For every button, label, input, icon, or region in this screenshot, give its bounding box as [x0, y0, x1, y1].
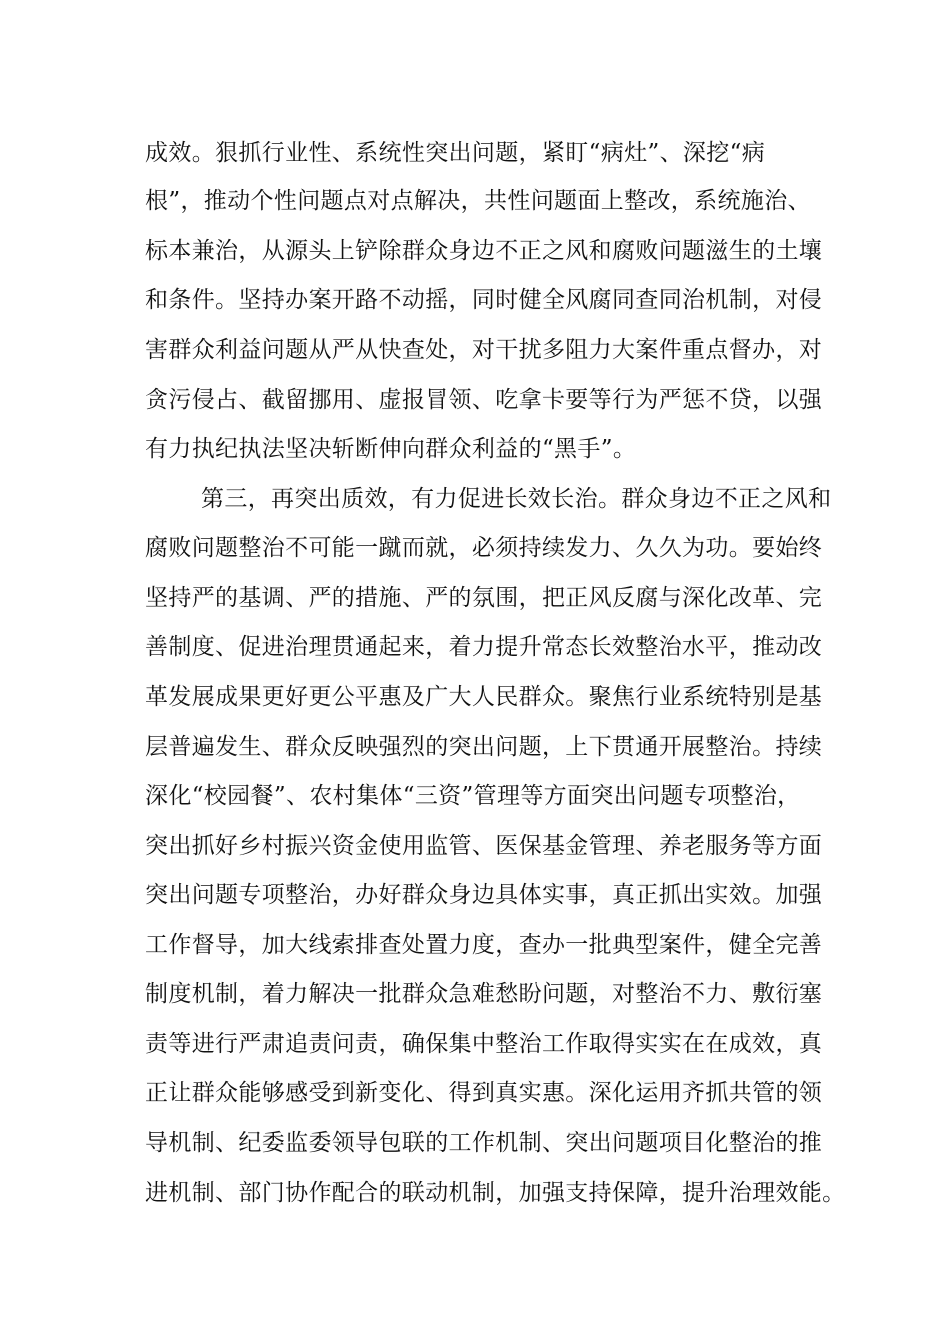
text-line: 根”，推动个性问题点对点解决，共性问题面上整改，系统施治、	[145, 188, 811, 214]
text-line: 工作督导，加大线索排查处置力度，查办一批典型案件，健全完善	[145, 932, 823, 958]
text-line: 坚持严的基调、严的措施、严的氛围，把正风反腐与深化改革、完	[145, 585, 823, 611]
text-line: 害群众利益问题从严从快查处，对干扰多阻力大案件重点督办，对	[145, 337, 823, 363]
text-line: 善制度、促进治理贯通起来，着力提升常态长效整治水平，推动改	[145, 634, 823, 660]
text-line: 制度机制，着力解决一批群众急难愁盼问题，对整治不力、敷衍塞	[145, 981, 823, 1007]
text-line: 腐败问题整治不可能一蹴而就，必须持续发力、久久为功。要始终	[145, 535, 823, 561]
text-line: 层普遍发生、群众反映强烈的突出问题，上下贯通开展整治。持续	[145, 734, 823, 760]
text-line: 标本兼治，从源头上铲除群众身边不正之风和腐败问题滋生的土壤	[145, 238, 823, 264]
text-line: 导机制、纪委监委领导包联的工作机制、突出问题项目化整治的推	[145, 1130, 823, 1156]
text-line: 有力执纪执法坚决斩断伸向群众利益的“黑手”。	[145, 436, 637, 462]
text-line: 突出抓好乡村振兴资金使用监管、医保基金管理、养老服务等方面	[145, 833, 823, 859]
text-line: 和条件。坚持办案开路不动摇，同时健全风腐同查同治机制，对侵	[145, 287, 823, 313]
text-line: 革发展成果更好更公平惠及广大人民群众。聚焦行业系统特别是基	[145, 684, 823, 710]
text-line: 正让群众能够感受到新变化、得到真实惠。深化运用齐抓共管的领	[145, 1080, 823, 1106]
text-line: 突出问题专项整治，办好群众身边具体实事，真正抓出实效。加强	[145, 882, 823, 908]
text-line: 贪污侵占、截留挪用、虚报冒领、吃拿卡要等行为严惩不贷，以强	[145, 387, 823, 413]
text-line: 进机制、部门协作配合的联动机制，加强支持保障，提升治理效能。	[145, 1180, 846, 1206]
text-line: 责等进行严肃追责问责，确保集中整治工作取得实实在在成效，真	[145, 1031, 823, 1057]
text-line: 深化“校园餐”、农村集体“三资”管理等方面突出问题专项整治，	[145, 783, 801, 809]
paragraph-start-line: 第三，再突出质效，有力促进长效长治。群众身边不正之风和	[201, 486, 832, 512]
text-line: 成效。狠抓行业性、系统性突出问题，紧盯“病灶”、深挖“病	[145, 140, 766, 166]
